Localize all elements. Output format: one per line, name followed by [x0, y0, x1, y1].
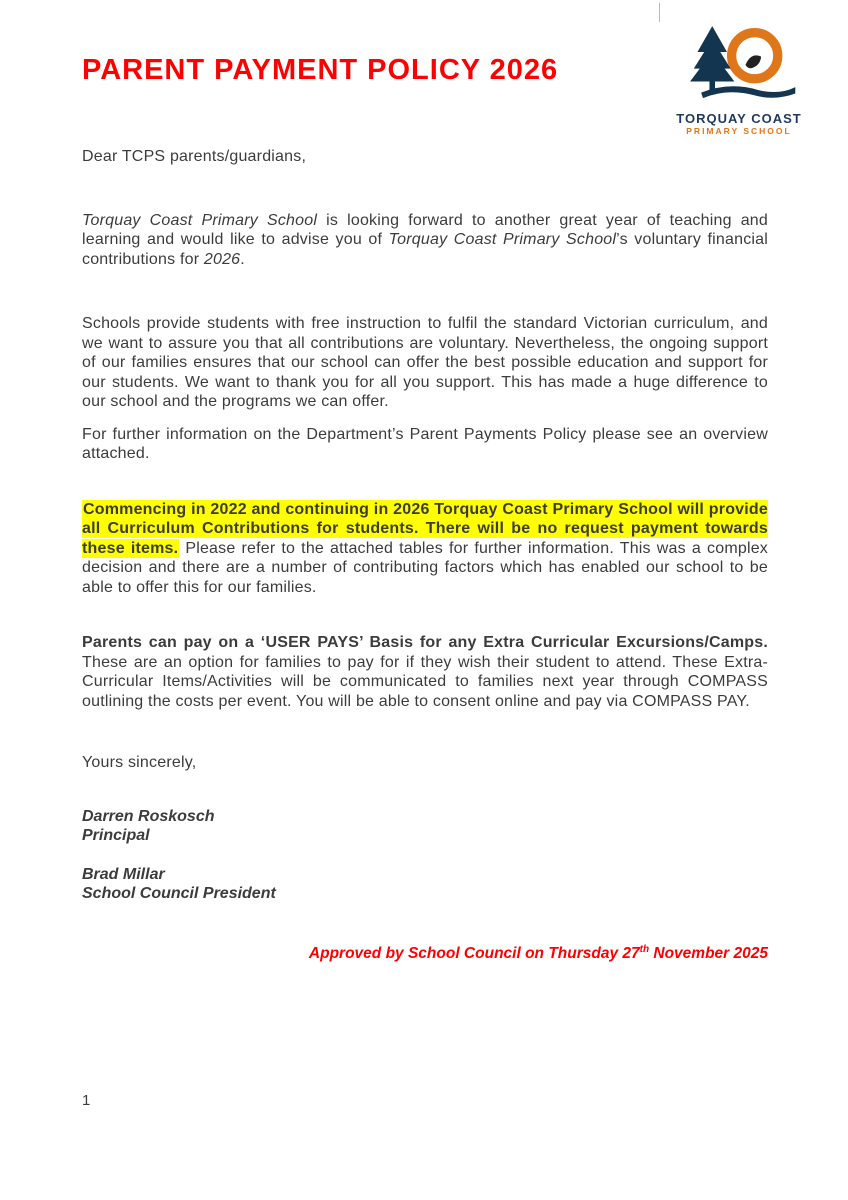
user-pays-paragraph-rest: These are an option for families to pay for if they wish their student to attend. These Extra-Curricular Items/Activities will be communicated to families next year through COMPASS outlining the costs per event. You will be able to consent online and pay via COMPASS PAY. [82, 653, 768, 710]
intro-paragraph [82, 211, 768, 270]
approval-line [82, 944, 768, 963]
signature-block-principal [82, 807, 768, 846]
letter-body [0, 54, 848, 963]
curriculum-contributions-paragraph [82, 500, 768, 598]
school-name-italic: Torquay Coast Primary School [388, 231, 617, 248]
approval-ordinal-suffix: th [639, 943, 650, 955]
intro-text: ’s voluntary financial contributions for [82, 231, 769, 268]
document-title: PARENT PAYMENT POLICY 2026 [82, 54, 559, 86]
signatory-name: Darren Roskosch [82, 807, 215, 825]
logo-school-name: TORQUAY COAST [676, 111, 802, 126]
free-instruction-paragraph: Schools provide students with free instruction to fulfil the standard Victorian curriculum, and we want to assure you that all contributions are voluntary. Nevertheless, the ongoing support of our families ensures that our school can offer the best possible education and support for our students. We want to thank you for all you support. This has made a huge difference to our school and the programs we can offer. [82, 315, 768, 410]
approval-text: November 2025 [649, 944, 768, 962]
user-pays-paragraph [82, 633, 768, 711]
user-pays-bold-statement: Parents can pay on a ‘USER PAYS’ Basis for any Extra Curricular Excursions/Camps. [82, 634, 768, 651]
year-italic: 2026 [203, 250, 241, 268]
highlighted-policy-statement: Commencing in 2022 and continuing in 2026 Torquay Coast Primary School will provide all Curriculum Contributions for students. There will be no request payment towards these items. [82, 500, 768, 557]
logo-wave [701, 86, 795, 98]
signatory-title: School Council President [82, 885, 276, 902]
school-logo-icon [679, 91, 799, 108]
intro-text: is looking forward to another great year of teaching and learning and would like to advise you of [82, 211, 768, 248]
closing-line: Yours sincerely, [82, 754, 197, 771]
school-logo [672, 24, 806, 136]
salutation: Dear TCPS parents/guardians, [82, 148, 307, 165]
signatory-title: Principal [82, 827, 150, 844]
curriculum-paragraph-rest: Please refer to the attached tables for further information. This was a complex decision and there are a number of contributing factors which has enabled our school to be able to offer this for our families. [82, 539, 768, 596]
logo-bird [745, 55, 761, 68]
intro-text: . [240, 250, 245, 268]
approval-text: Approved by School Council on Thursday 27 [308, 944, 640, 962]
scan-artifact-line [659, 3, 660, 22]
page-number: 1 [82, 1092, 91, 1109]
logo-school-type: PRIMARY SCHOOL [686, 126, 792, 136]
signatory-name: Brad Millar [82, 865, 165, 883]
signature-block-council-president [82, 865, 768, 904]
school-name-italic: Torquay Coast Primary School [82, 211, 318, 229]
further-info-paragraph: For further information on the Department’s Parent Payments Policy please see an overview attached. [82, 425, 768, 462]
